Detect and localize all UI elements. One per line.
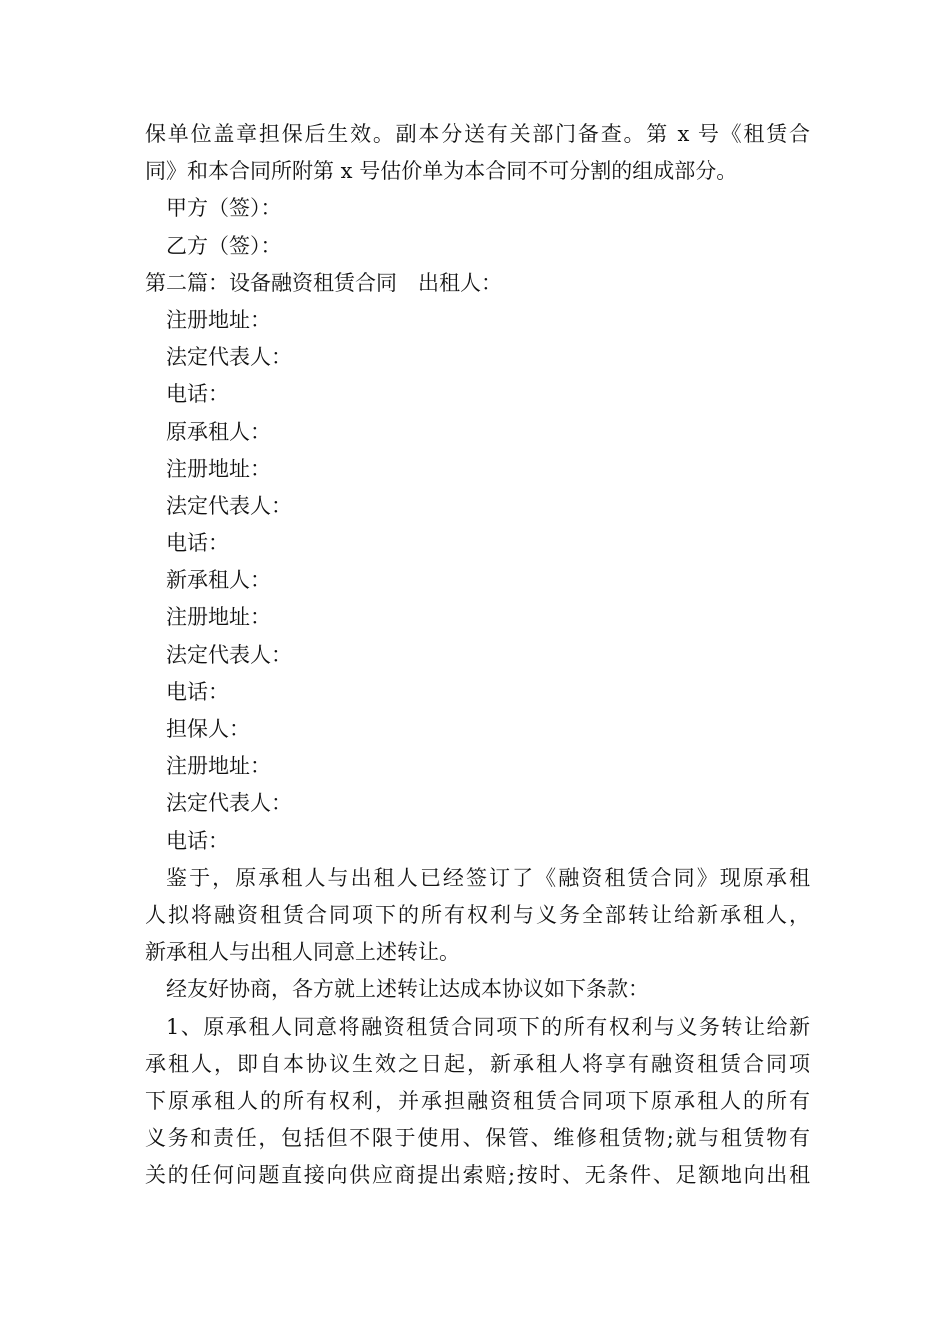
text-line: 承租人，即自本协议生效之日起，新承租人将享有融资租赁合同项 — [145, 1051, 810, 1076]
text-line: 原承租人： — [166, 419, 271, 444]
text-line: 注册地址： — [166, 754, 271, 779]
text-line: 经友好协商，各方就上述转让达成本协议如下条款： — [166, 977, 649, 1002]
text-line: 电话： — [166, 679, 229, 704]
text-line: 电话： — [166, 828, 229, 853]
text-line: 担保人： — [166, 717, 250, 741]
text-line: 同》和本合同所附第 x 号估价单为本合同不可分割的组成部分。 — [145, 159, 738, 184]
text-line: 新承租人： — [166, 568, 271, 593]
text-line: 下原承租人的所有权利，并承担融资租赁合同项下原承租人的所有 — [145, 1088, 810, 1113]
text-line: 电话： — [166, 531, 229, 556]
text-line: 法定代表人： — [166, 345, 292, 370]
text-line: 注册地址： — [166, 307, 271, 332]
text-line: 人拟将融资租赁合同项下的所有权利与义务全部转让给新承租人， — [145, 902, 810, 927]
text-line: 乙方（签）： — [166, 233, 282, 258]
text-line: 法定代表人： — [166, 642, 292, 667]
text-line: 关的任何问题直接向供应商提出索赔;按时、无条件、足额地向出租 — [145, 1163, 810, 1188]
text-line: 保单位盖章担保后生效。副本分送有关部门备查。第 x 号《租赁合 — [145, 122, 810, 146]
text-line: 电话： — [166, 382, 229, 407]
text-line: 甲方（签）： — [166, 196, 282, 221]
text-line: 法定代表人： — [166, 791, 292, 816]
text-line: 第二篇：设备融资租赁合同 出租人： — [145, 270, 502, 295]
text-line: 法定代表人： — [166, 493, 292, 518]
text-line: 注册地址： — [166, 456, 271, 481]
text-line: 注册地址： — [166, 605, 271, 630]
text-line: 新承租人与出租人同意上述转让。 — [145, 940, 460, 965]
text-line: 鉴于，原承租人与出租人已经签订了《融资租赁合同》现原承租 — [166, 865, 810, 890]
document-body — [145, 116, 810, 1194]
text-line: 义务和责任，包括但不限于使用、保管、维修租赁物;就与租赁物有 — [145, 1126, 810, 1151]
text-line: 1、原承租人同意将融资租赁合同项下的所有权利与义务转让给新 — [166, 1014, 810, 1039]
